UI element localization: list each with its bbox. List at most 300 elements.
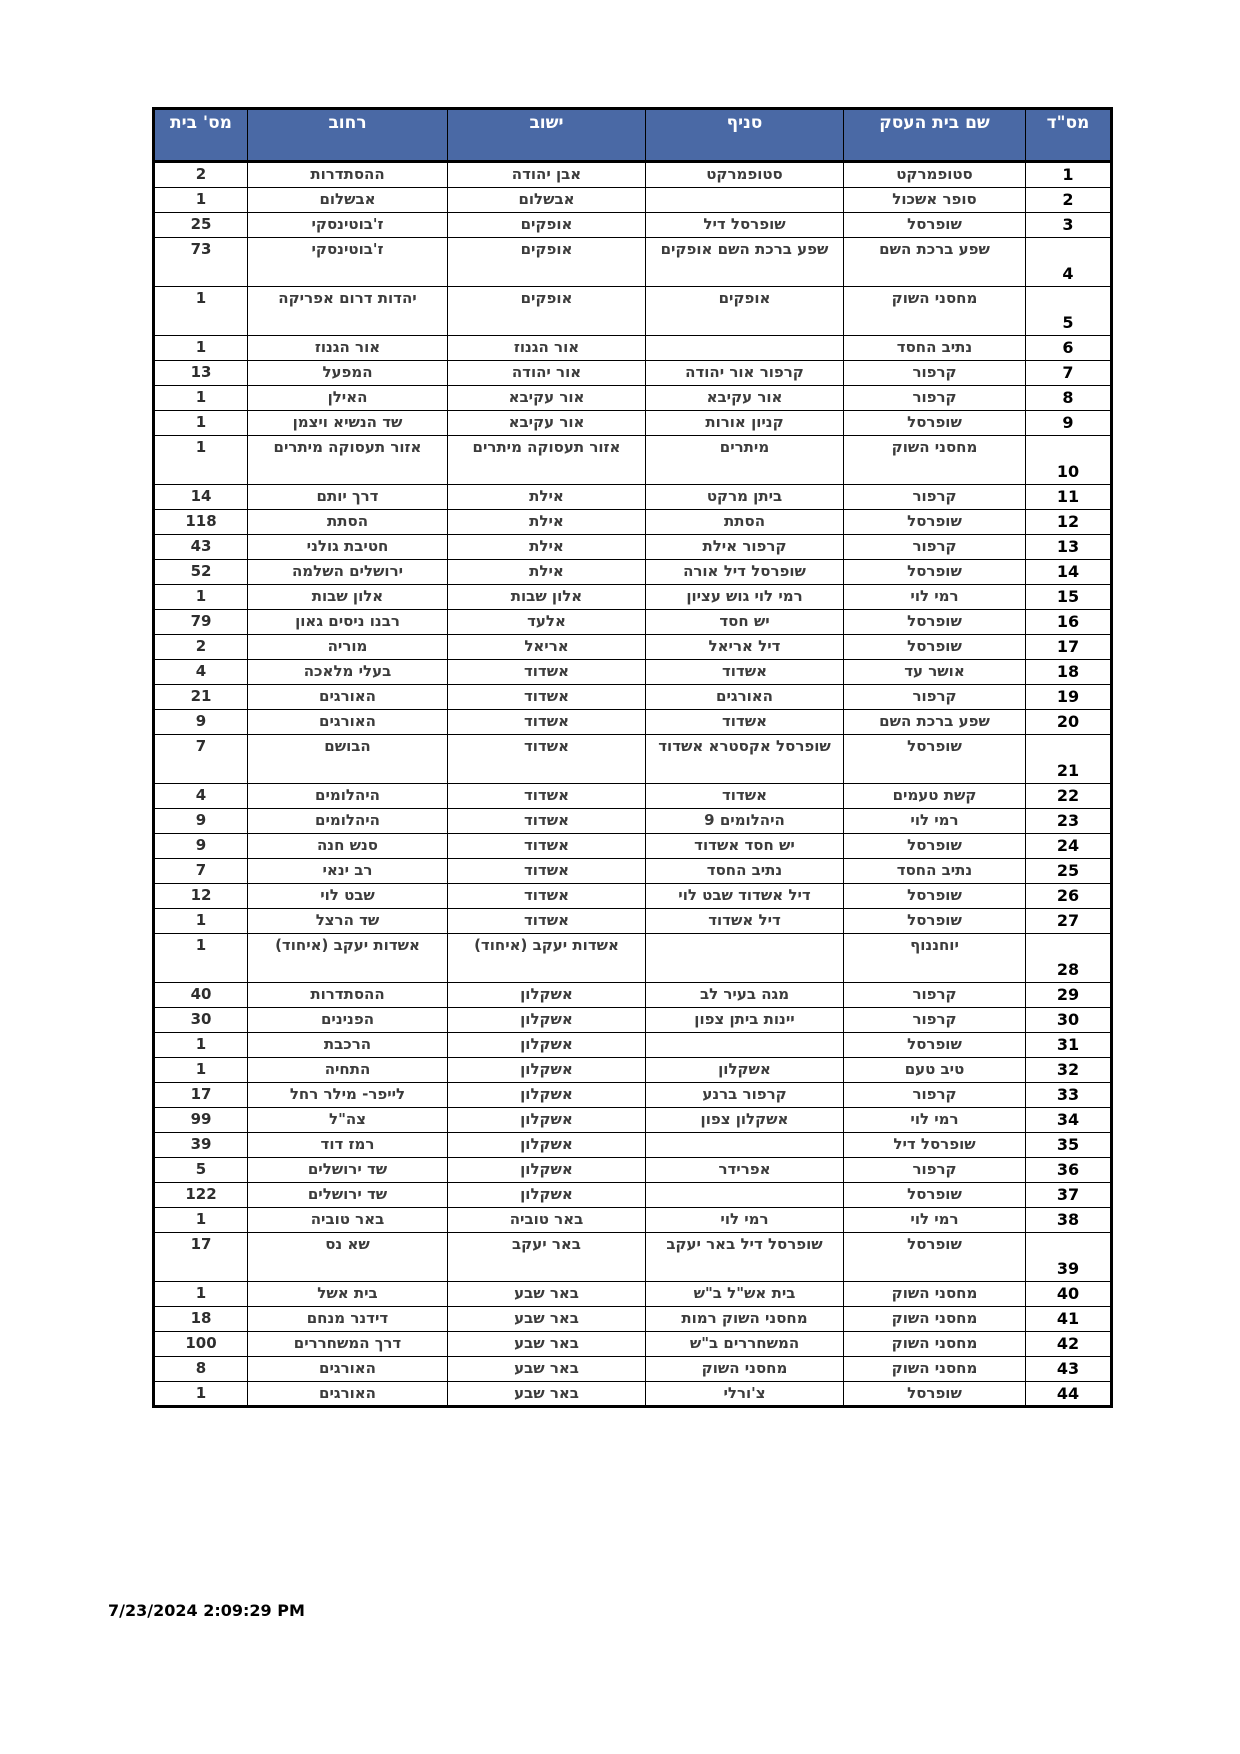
cell-serial-number: 17 <box>1026 634 1112 659</box>
table-row <box>154 1107 1112 1132</box>
cell-street: שד ירושלים <box>248 1157 448 1182</box>
cell-serial-number: 4 <box>1026 237 1112 286</box>
cell-house-number: 8 <box>154 1356 248 1381</box>
header-house-number: מס' בית <box>154 109 248 162</box>
cell-street: הרכבת <box>248 1032 448 1057</box>
cell-business-name: רמי לוי <box>844 1207 1026 1232</box>
table-row <box>154 1057 1112 1082</box>
cell-business-name: שופרסל <box>844 1182 1026 1207</box>
cell-street: רבנו ניסים גאון <box>248 609 448 634</box>
table-row <box>154 1007 1112 1032</box>
table-row <box>154 335 1112 360</box>
cell-settlement: אשדוד <box>448 684 646 709</box>
cell-house-number: 1 <box>154 410 248 435</box>
cell-business-name: שופרסל <box>844 509 1026 534</box>
cell-serial-number: 19 <box>1026 684 1112 709</box>
cell-serial-number: 21 <box>1026 734 1112 783</box>
cell-settlement: באר שבע <box>448 1381 646 1407</box>
table-row <box>154 734 1112 783</box>
cell-serial-number: 18 <box>1026 659 1112 684</box>
table-row <box>154 634 1112 659</box>
cell-settlement: אור יהודה <box>448 360 646 385</box>
cell-branch: אשדוד <box>646 783 844 808</box>
cell-house-number: 1 <box>154 1381 248 1407</box>
cell-branch: דיל אשדוד <box>646 908 844 933</box>
cell-settlement: אשקלון <box>448 1157 646 1182</box>
table-row <box>154 1157 1112 1182</box>
table-row <box>154 559 1112 584</box>
cell-branch: הסתת <box>646 509 844 534</box>
cell-business-name: שופרסל <box>844 559 1026 584</box>
cell-serial-number: 23 <box>1026 808 1112 833</box>
cell-settlement: אזור תעסוקה מיתרים <box>448 435 646 484</box>
cell-business-name: קרפור <box>844 1157 1026 1182</box>
cell-street: רמז דוד <box>248 1132 448 1157</box>
cell-business-name: שופרסל <box>844 609 1026 634</box>
table-row <box>154 609 1112 634</box>
cell-serial-number: 15 <box>1026 584 1112 609</box>
cell-settlement: אריאל <box>448 634 646 659</box>
cell-street: צה"ל <box>248 1107 448 1132</box>
table-row <box>154 1032 1112 1057</box>
cell-settlement: אשדוד <box>448 833 646 858</box>
cell-house-number: 5 <box>154 1157 248 1182</box>
cell-street: חטיבת גולני <box>248 534 448 559</box>
cell-branch: שופרסל אקסטרא אשדוד <box>646 734 844 783</box>
cell-branch: המשחררים ב"ש <box>646 1331 844 1356</box>
cell-serial-number: 3 <box>1026 212 1112 237</box>
table-row <box>154 237 1112 286</box>
table-row <box>154 1207 1112 1232</box>
cell-house-number: 13 <box>154 360 248 385</box>
cell-house-number: 1 <box>154 385 248 410</box>
cell-house-number: 18 <box>154 1306 248 1331</box>
cell-street: סנש חנה <box>248 833 448 858</box>
cell-business-name: טיב טעם <box>844 1057 1026 1082</box>
cell-settlement: באר שבע <box>448 1331 646 1356</box>
header-street: רחוב <box>248 109 448 162</box>
cell-street: שד ירושלים <box>248 1182 448 1207</box>
cell-serial-number: 10 <box>1026 435 1112 484</box>
cell-branch: אפרידר <box>646 1157 844 1182</box>
cell-branch: נתיב החסד <box>646 858 844 883</box>
cell-settlement: אשקלון <box>448 1107 646 1132</box>
cell-settlement: אשדוד <box>448 883 646 908</box>
cell-branch <box>646 335 844 360</box>
cell-business-name: סופר אשכול <box>844 187 1026 212</box>
cell-serial-number: 38 <box>1026 1207 1112 1232</box>
cell-street: האורגים <box>248 1356 448 1381</box>
cell-business-name: שופרסל <box>844 1032 1026 1057</box>
cell-house-number: 17 <box>154 1232 248 1281</box>
cell-house-number: 2 <box>154 162 248 188</box>
cell-serial-number: 9 <box>1026 410 1112 435</box>
cell-branch <box>646 1032 844 1057</box>
cell-settlement: אשדוד <box>448 908 646 933</box>
cell-branch: אור עקיבא <box>646 385 844 410</box>
cell-house-number: 7 <box>154 734 248 783</box>
cell-house-number: 1 <box>154 187 248 212</box>
cell-house-number: 79 <box>154 609 248 634</box>
cell-street: שבט לוי <box>248 883 448 908</box>
cell-street: שד הרצל <box>248 908 448 933</box>
table-row <box>154 1182 1112 1207</box>
table-row <box>154 982 1112 1007</box>
cell-business-name: קשת טעמים <box>844 783 1026 808</box>
cell-branch: אשדוד <box>646 659 844 684</box>
cell-business-name: נתיב החסד <box>844 858 1026 883</box>
cell-serial-number: 27 <box>1026 908 1112 933</box>
cell-street: היהלומים <box>248 808 448 833</box>
cell-serial-number: 41 <box>1026 1306 1112 1331</box>
table-header-row <box>154 109 1112 162</box>
cell-branch: קרפור ברנע <box>646 1082 844 1107</box>
cell-serial-number: 35 <box>1026 1132 1112 1157</box>
cell-settlement: אשדוד <box>448 659 646 684</box>
business-list-table <box>152 107 1113 1408</box>
cell-branch: יש חסד <box>646 609 844 634</box>
cell-street: אלון שבות <box>248 584 448 609</box>
cell-serial-number: 20 <box>1026 709 1112 734</box>
cell-street: דידנר מנחם <box>248 1306 448 1331</box>
cell-branch: סטופמרקט <box>646 162 844 188</box>
cell-street: האילן <box>248 385 448 410</box>
cell-settlement: אופקים <box>448 212 646 237</box>
cell-settlement: אבן יהודה <box>448 162 646 188</box>
cell-settlement: אילת <box>448 509 646 534</box>
cell-settlement: באר יעקב <box>448 1232 646 1281</box>
cell-branch <box>646 1132 844 1157</box>
cell-street: שא נס <box>248 1232 448 1281</box>
cell-business-name: מחסני השוק <box>844 1356 1026 1381</box>
cell-business-name: מחסני השוק <box>844 435 1026 484</box>
cell-serial-number: 11 <box>1026 484 1112 509</box>
cell-settlement: באר שבע <box>448 1306 646 1331</box>
cell-serial-number: 12 <box>1026 509 1112 534</box>
cell-business-name: מחסני השוק <box>844 1331 1026 1356</box>
cell-house-number: 1 <box>154 286 248 335</box>
cell-house-number: 1 <box>154 1281 248 1306</box>
table-row <box>154 162 1112 188</box>
cell-house-number: 14 <box>154 484 248 509</box>
cell-branch: רמי לוי גוש עציון <box>646 584 844 609</box>
cell-house-number: 73 <box>154 237 248 286</box>
table-row <box>154 1306 1112 1331</box>
cell-business-name: שופרסל <box>844 1381 1026 1407</box>
cell-serial-number: 39 <box>1026 1232 1112 1281</box>
table-row <box>154 684 1112 709</box>
cell-serial-number: 43 <box>1026 1356 1112 1381</box>
cell-business-name: שפע ברכת השם <box>844 709 1026 734</box>
cell-branch: קרפור אילת <box>646 534 844 559</box>
cell-settlement: באר שבע <box>448 1281 646 1306</box>
cell-street: הפנינים <box>248 1007 448 1032</box>
cell-branch: שופרסל דיל אורה <box>646 559 844 584</box>
cell-street: לייפר- מילר רחל <box>248 1082 448 1107</box>
cell-business-name: רמי לוי <box>844 808 1026 833</box>
cell-branch <box>646 1182 844 1207</box>
cell-serial-number: 44 <box>1026 1381 1112 1407</box>
cell-settlement: אור עקיבא <box>448 410 646 435</box>
table-row <box>154 783 1112 808</box>
cell-house-number: 9 <box>154 833 248 858</box>
cell-branch: רמי לוי <box>646 1207 844 1232</box>
table-row <box>154 385 1112 410</box>
table-row <box>154 833 1112 858</box>
cell-serial-number: 2 <box>1026 187 1112 212</box>
cell-business-name: קרפור <box>844 360 1026 385</box>
cell-branch: מחסני השוק רמות <box>646 1306 844 1331</box>
cell-house-number: 100 <box>154 1331 248 1356</box>
cell-settlement: באר טוביה <box>448 1207 646 1232</box>
cell-house-number: 1 <box>154 1207 248 1232</box>
cell-serial-number: 32 <box>1026 1057 1112 1082</box>
cell-branch: ביתן מרקט <box>646 484 844 509</box>
table-row <box>154 584 1112 609</box>
cell-business-name: קרפור <box>844 484 1026 509</box>
cell-business-name: שופרסל <box>844 734 1026 783</box>
cell-serial-number: 22 <box>1026 783 1112 808</box>
cell-business-name: רמי לוי <box>844 1107 1026 1132</box>
cell-business-name: מחסני השוק <box>844 286 1026 335</box>
table-row <box>154 858 1112 883</box>
cell-branch: יש חסד אשדוד <box>646 833 844 858</box>
cell-house-number: 118 <box>154 509 248 534</box>
cell-street: ההסתדרות <box>248 162 448 188</box>
cell-settlement: אלון שבות <box>448 584 646 609</box>
table-body <box>154 162 1112 1407</box>
cell-street: האורגים <box>248 1381 448 1407</box>
print-timestamp: 7/23/2024 2:09:29 PM <box>108 1601 305 1620</box>
table-row <box>154 187 1112 212</box>
cell-street: המפעל <box>248 360 448 385</box>
cell-business-name: קרפור <box>844 1007 1026 1032</box>
table-row <box>154 410 1112 435</box>
cell-business-name: סטופמרקט <box>844 162 1026 188</box>
cell-street: אשדות יעקב (איחוד) <box>248 933 448 982</box>
cell-settlement: אשקלון <box>448 1007 646 1032</box>
cell-house-number: 122 <box>154 1182 248 1207</box>
cell-house-number: 4 <box>154 659 248 684</box>
cell-settlement: אשקלון <box>448 1082 646 1107</box>
cell-settlement: אילת <box>448 534 646 559</box>
cell-settlement: אשקלון <box>448 1032 646 1057</box>
cell-street: בעלי מלאכה <box>248 659 448 684</box>
cell-street: ז'בוטינסקי <box>248 237 448 286</box>
cell-house-number: 43 <box>154 534 248 559</box>
cell-settlement: אשקלון <box>448 1057 646 1082</box>
cell-branch: קניון אורות <box>646 410 844 435</box>
cell-serial-number: 31 <box>1026 1032 1112 1057</box>
cell-settlement: אור עקיבא <box>448 385 646 410</box>
cell-street: היהלומים <box>248 783 448 808</box>
cell-house-number: 2 <box>154 634 248 659</box>
cell-house-number: 25 <box>154 212 248 237</box>
cell-branch <box>646 933 844 982</box>
cell-business-name: קרפור <box>844 385 1026 410</box>
table-row <box>154 709 1112 734</box>
cell-branch: אופקים <box>646 286 844 335</box>
header-business-name: שם בית העסק <box>844 109 1026 162</box>
table-row <box>154 908 1112 933</box>
cell-settlement: אשקלון <box>448 1132 646 1157</box>
cell-settlement: אשקלון <box>448 982 646 1007</box>
table-row <box>154 360 1112 385</box>
cell-street: ז'בוטינסקי <box>248 212 448 237</box>
cell-street: מוריה <box>248 634 448 659</box>
cell-house-number: 1 <box>154 1057 248 1082</box>
cell-street: ההסתדרות <box>248 982 448 1007</box>
cell-street: רב ינאי <box>248 858 448 883</box>
cell-branch: יינות ביתן צפון <box>646 1007 844 1032</box>
cell-serial-number: 26 <box>1026 883 1112 908</box>
cell-settlement: אשדוד <box>448 734 646 783</box>
table-row <box>154 534 1112 559</box>
table-row <box>154 286 1112 335</box>
cell-serial-number: 14 <box>1026 559 1112 584</box>
cell-settlement: אשדוד <box>448 808 646 833</box>
cell-serial-number: 29 <box>1026 982 1112 1007</box>
cell-serial-number: 13 <box>1026 534 1112 559</box>
cell-business-name: קרפור <box>844 982 1026 1007</box>
table-row <box>154 212 1112 237</box>
table-row <box>154 808 1112 833</box>
cell-business-name: שפע ברכת השם <box>844 237 1026 286</box>
cell-street: דרך המשחררים <box>248 1331 448 1356</box>
cell-house-number: 9 <box>154 709 248 734</box>
cell-business-name: שופרסל <box>844 908 1026 933</box>
cell-business-name: שופרסל <box>844 634 1026 659</box>
table-row <box>154 509 1112 534</box>
cell-business-name: קרפור <box>844 1082 1026 1107</box>
cell-serial-number: 28 <box>1026 933 1112 982</box>
cell-settlement: אשקלון <box>448 1182 646 1207</box>
cell-settlement: אבשלום <box>448 187 646 212</box>
table-row <box>154 659 1112 684</box>
cell-business-name: רמי לוי <box>844 584 1026 609</box>
table-row <box>154 933 1112 982</box>
cell-house-number: 30 <box>154 1007 248 1032</box>
table-row <box>154 1082 1112 1107</box>
cell-serial-number: 40 <box>1026 1281 1112 1306</box>
cell-branch: שפע ברכת השם אופקים <box>646 237 844 286</box>
cell-business-name: מחסני השוק <box>844 1306 1026 1331</box>
cell-branch: דיל אריאל <box>646 634 844 659</box>
cell-house-number: 1 <box>154 908 248 933</box>
cell-street: באר טוביה <box>248 1207 448 1232</box>
cell-serial-number: 34 <box>1026 1107 1112 1132</box>
cell-serial-number: 5 <box>1026 286 1112 335</box>
cell-serial-number: 30 <box>1026 1007 1112 1032</box>
table-row <box>154 1331 1112 1356</box>
cell-settlement: אשדוד <box>448 783 646 808</box>
cell-branch: מחסני השוק <box>646 1356 844 1381</box>
cell-settlement: באר שבע <box>448 1356 646 1381</box>
cell-street: דרך יותם <box>248 484 448 509</box>
cell-business-name: יוחננוף <box>844 933 1026 982</box>
cell-branch: היהלומים 9 <box>646 808 844 833</box>
cell-serial-number: 25 <box>1026 858 1112 883</box>
cell-settlement: אשדוד <box>448 709 646 734</box>
cell-street: ירושלים השלמה <box>248 559 448 584</box>
cell-house-number: 4 <box>154 783 248 808</box>
cell-house-number: 1 <box>154 335 248 360</box>
cell-street: האורגים <box>248 709 448 734</box>
cell-branch: קרפור אור יהודה <box>646 360 844 385</box>
cell-serial-number: 6 <box>1026 335 1112 360</box>
header-branch: סניף <box>646 109 844 162</box>
cell-branch: שופרסל דיל באר יעקב <box>646 1232 844 1281</box>
cell-house-number: 1 <box>154 1032 248 1057</box>
cell-serial-number: 33 <box>1026 1082 1112 1107</box>
table-row <box>154 883 1112 908</box>
cell-house-number: 9 <box>154 808 248 833</box>
cell-branch <box>646 187 844 212</box>
cell-business-name: שופרסל <box>844 212 1026 237</box>
cell-house-number: 1 <box>154 933 248 982</box>
cell-settlement: אשדות יעקב (איחוד) <box>448 933 646 982</box>
cell-serial-number: 36 <box>1026 1157 1112 1182</box>
cell-street: אזור תעסוקה מיתרים <box>248 435 448 484</box>
cell-house-number: 21 <box>154 684 248 709</box>
cell-house-number: 40 <box>154 982 248 1007</box>
cell-business-name: אושר עד <box>844 659 1026 684</box>
cell-business-name: שופרסל דיל <box>844 1132 1026 1157</box>
header-settlement: ישוב <box>448 109 646 162</box>
cell-business-name: שופרסל <box>844 883 1026 908</box>
cell-house-number: 7 <box>154 858 248 883</box>
cell-house-number: 1 <box>154 584 248 609</box>
cell-serial-number: 37 <box>1026 1182 1112 1207</box>
cell-street: הסתת <box>248 509 448 534</box>
cell-branch: בית אש"ל ב"ש <box>646 1281 844 1306</box>
cell-business-name: שופרסל <box>844 1232 1026 1281</box>
cell-business-name: נתיב החסד <box>844 335 1026 360</box>
cell-street: האורגים <box>248 684 448 709</box>
cell-street: אבשלום <box>248 187 448 212</box>
cell-branch: מגה בעיר לב <box>646 982 844 1007</box>
cell-branch: אשדוד <box>646 709 844 734</box>
cell-branch: דיל אשדוד שבט לוי <box>646 883 844 908</box>
cell-street: אור הגנוז <box>248 335 448 360</box>
cell-house-number: 1 <box>154 435 248 484</box>
cell-house-number: 17 <box>154 1082 248 1107</box>
cell-business-name: שופרסל <box>844 833 1026 858</box>
cell-street: שד הנשיא ויצמן <box>248 410 448 435</box>
cell-serial-number: 1 <box>1026 162 1112 188</box>
cell-house-number: 12 <box>154 883 248 908</box>
table-row <box>154 484 1112 509</box>
header-serial-number: מס"ד <box>1026 109 1112 162</box>
cell-branch: אשקלון צפון <box>646 1107 844 1132</box>
table-row <box>154 1132 1112 1157</box>
cell-branch: שופרסל דיל <box>646 212 844 237</box>
cell-street: התחיה <box>248 1057 448 1082</box>
table-row <box>154 1381 1112 1407</box>
cell-settlement: אופקים <box>448 237 646 286</box>
cell-business-name: שופרסל <box>844 410 1026 435</box>
cell-house-number: 52 <box>154 559 248 584</box>
cell-street: בית אשל <box>248 1281 448 1306</box>
cell-settlement: אילת <box>448 484 646 509</box>
cell-settlement: אור הגנוז <box>448 335 646 360</box>
table-row <box>154 435 1112 484</box>
cell-branch: אשקלון <box>646 1057 844 1082</box>
cell-settlement: אשדוד <box>448 858 646 883</box>
cell-street: יהדות דרום אפריקה <box>248 286 448 335</box>
cell-serial-number: 7 <box>1026 360 1112 385</box>
cell-street: הבושם <box>248 734 448 783</box>
